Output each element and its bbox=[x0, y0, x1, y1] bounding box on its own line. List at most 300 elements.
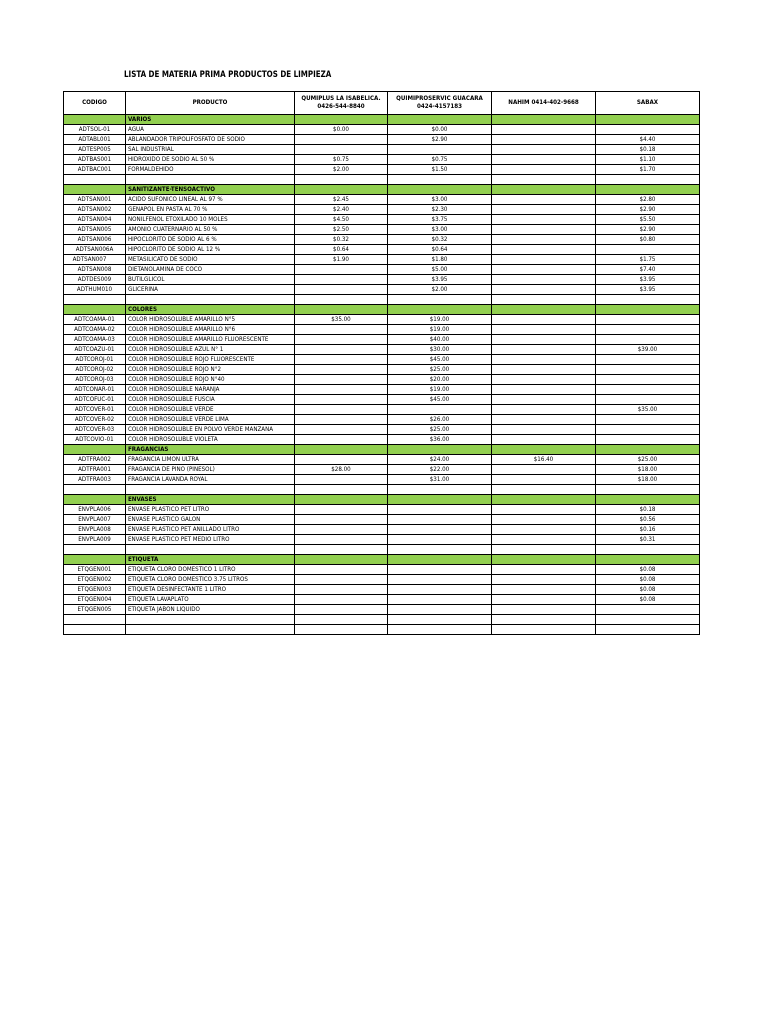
cell-producto[interactable]: COLOR HIDROSOLUBLE AZUL N° 1 bbox=[126, 345, 295, 355]
cell-sabax[interactable]: $35.00 bbox=[596, 405, 700, 415]
cell-quimiproservic[interactable] bbox=[388, 175, 492, 185]
cell-quimiproservic[interactable]: $0.00 bbox=[388, 125, 492, 135]
cell-producto[interactable]: AMONIO CUATERNARIO AL 50 % bbox=[126, 225, 295, 235]
cell-sabax[interactable] bbox=[596, 335, 700, 345]
cell-sabax[interactable]: $0.08 bbox=[596, 595, 700, 605]
cell-nahim[interactable] bbox=[492, 565, 596, 575]
cell-codigo[interactable]: ADTSAN004 bbox=[64, 215, 126, 225]
cell-codigo[interactable] bbox=[64, 555, 126, 565]
cell-sabax[interactable] bbox=[596, 175, 700, 185]
cell-sabax[interactable] bbox=[596, 415, 700, 425]
col-header-qumiplus[interactable] bbox=[295, 92, 388, 115]
cell-codigo[interactable]: ADTCOROJ-01 bbox=[64, 355, 126, 365]
cell-codigo[interactable] bbox=[64, 625, 126, 635]
cell-nahim[interactable] bbox=[492, 415, 596, 425]
cell-sabax[interactable] bbox=[596, 395, 700, 405]
cell-quimiproservic[interactable] bbox=[388, 585, 492, 595]
cell-quimiproservic[interactable] bbox=[388, 565, 492, 575]
cell-nahim[interactable] bbox=[492, 625, 596, 635]
cell-qumiplus[interactable] bbox=[295, 475, 388, 485]
cell-nahim[interactable] bbox=[492, 245, 596, 255]
cell-sabax[interactable]: $0.18 bbox=[596, 505, 700, 515]
cell-quimiproservic[interactable]: $45.00 bbox=[388, 355, 492, 365]
cell-nahim[interactable] bbox=[492, 195, 596, 205]
cell-quimiproservic[interactable]: $30.00 bbox=[388, 345, 492, 355]
cell-codigo[interactable]: ADTBAS001 bbox=[64, 155, 126, 165]
cell-nahim[interactable] bbox=[492, 535, 596, 545]
cell-quimiproservic[interactable] bbox=[388, 185, 492, 195]
cell-quimiproservic[interactable]: $3.75 bbox=[388, 215, 492, 225]
cell-quimiproservic[interactable] bbox=[388, 145, 492, 155]
cell-nahim[interactable] bbox=[492, 385, 596, 395]
cell-sabax[interactable]: $25.00 bbox=[596, 455, 700, 465]
cell-qumiplus[interactable] bbox=[295, 425, 388, 435]
cell-qumiplus[interactable]: $1.90 bbox=[295, 255, 388, 265]
cell-codigo[interactable]: ADTSAN002 bbox=[64, 205, 126, 215]
cell-sabax[interactable]: $0.08 bbox=[596, 565, 700, 575]
cell-sabax[interactable]: $0.16 bbox=[596, 525, 700, 535]
cell-nahim[interactable] bbox=[492, 525, 596, 535]
cell-producto[interactable] bbox=[126, 485, 295, 495]
cell-sabax[interactable] bbox=[596, 605, 700, 615]
cell-producto[interactable]: ETIQUETA DESINFECTANTE 1 LITRO bbox=[126, 585, 295, 595]
cell-sabax[interactable]: $5.50 bbox=[596, 215, 700, 225]
cell-nahim[interactable] bbox=[492, 165, 596, 175]
cell-producto[interactable]: ETIQUETA LAVAPLATO bbox=[126, 595, 295, 605]
cell-qumiplus[interactable] bbox=[295, 565, 388, 575]
cell-codigo[interactable] bbox=[64, 485, 126, 495]
cell-producto[interactable]: ENVASE PLASTICO PET LITRO bbox=[126, 505, 295, 515]
category-label[interactable]: FRAGANCIAS bbox=[126, 445, 295, 455]
cell-qumiplus[interactable] bbox=[295, 185, 388, 195]
cell-nahim[interactable] bbox=[492, 335, 596, 345]
cell-qumiplus[interactable] bbox=[295, 145, 388, 155]
cell-codigo[interactable] bbox=[64, 495, 126, 505]
category-label[interactable]: ETIQUETA bbox=[126, 555, 295, 565]
cell-quimiproservic[interactable] bbox=[388, 115, 492, 125]
cell-qumiplus[interactable]: $2.40 bbox=[295, 205, 388, 215]
cell-qumiplus[interactable] bbox=[295, 595, 388, 605]
cell-sabax[interactable] bbox=[596, 125, 700, 135]
cell-producto[interactable]: COLOR HIDROSOLUBLE NARANJA bbox=[126, 385, 295, 395]
cell-codigo[interactable]: ADTSOL-01 bbox=[64, 125, 126, 135]
cell-quimiproservic[interactable]: $2.30 bbox=[388, 205, 492, 215]
cell-producto[interactable]: HIPOCLORITO DE SODIO AL 12 % bbox=[126, 245, 295, 255]
cell-qumiplus[interactable] bbox=[295, 585, 388, 595]
cell-sabax[interactable] bbox=[596, 325, 700, 335]
cell-producto[interactable]: COLOR HIDROSOLUBLE ROJO N°40 bbox=[126, 375, 295, 385]
cell-qumiplus[interactable] bbox=[295, 335, 388, 345]
cell-sabax[interactable]: $18.00 bbox=[596, 465, 700, 475]
cell-sabax[interactable] bbox=[596, 545, 700, 555]
cell-codigo[interactable]: ADTESP005 bbox=[64, 145, 126, 155]
cell-nahim[interactable] bbox=[492, 615, 596, 625]
cell-producto[interactable]: ENVASE PLASTICO PET MEDIO LITRO bbox=[126, 535, 295, 545]
cell-qumiplus[interactable] bbox=[295, 135, 388, 145]
cell-quimiproservic[interactable] bbox=[388, 485, 492, 495]
cell-producto[interactable]: COLOR HIDROSOLUBLE AMARILLO FLUORESCENTE bbox=[126, 335, 295, 345]
cell-quimiproservic[interactable]: $0.75 bbox=[388, 155, 492, 165]
cell-qumiplus[interactable] bbox=[295, 545, 388, 555]
cell-producto[interactable] bbox=[126, 545, 295, 555]
cell-codigo[interactable]: ADTSAN006A bbox=[64, 245, 126, 255]
cell-qumiplus[interactable] bbox=[295, 355, 388, 365]
cell-quimiproservic[interactable]: $25.00 bbox=[388, 365, 492, 375]
col-header-nahim[interactable]: NAHIM 0414-402-9668 bbox=[492, 92, 596, 115]
cell-codigo[interactable]: ADTFRA003 bbox=[64, 475, 126, 485]
cell-sabax[interactable]: $3.95 bbox=[596, 285, 700, 295]
cell-quimiproservic[interactable] bbox=[388, 445, 492, 455]
cell-sabax[interactable]: $2.90 bbox=[596, 225, 700, 235]
cell-quimiproservic[interactable]: $24.00 bbox=[388, 455, 492, 465]
cell-qumiplus[interactable] bbox=[295, 435, 388, 445]
cell-producto[interactable]: FRAGANCIA LAVANDA ROYAL bbox=[126, 475, 295, 485]
cell-quimiproservic[interactable]: $40.00 bbox=[388, 335, 492, 345]
cell-codigo[interactable]: ADTFRA001 bbox=[64, 465, 126, 475]
cell-qumiplus[interactable]: $2.45 bbox=[295, 195, 388, 205]
cell-qumiplus[interactable] bbox=[295, 455, 388, 465]
cell-qumiplus[interactable] bbox=[295, 395, 388, 405]
cell-quimiproservic[interactable]: $22.00 bbox=[388, 465, 492, 475]
cell-quimiproservic[interactable]: $3.00 bbox=[388, 195, 492, 205]
cell-sabax[interactable] bbox=[596, 445, 700, 455]
cell-qumiplus[interactable] bbox=[295, 265, 388, 275]
cell-producto[interactable]: HIDROXIDO DE SODIO AL 50 % bbox=[126, 155, 295, 165]
cell-nahim[interactable] bbox=[492, 605, 596, 615]
cell-sabax[interactable]: $39.00 bbox=[596, 345, 700, 355]
cell-producto[interactable]: ABLANDADOR TRIPOLIFOSFATO DE SODIO bbox=[126, 135, 295, 145]
cell-producto[interactable] bbox=[126, 615, 295, 625]
cell-producto[interactable]: ENVASE PLASTICO PET ANILLADO LITRO bbox=[126, 525, 295, 535]
cell-sabax[interactable]: $0.31 bbox=[596, 535, 700, 545]
cell-codigo[interactable]: ADTCONAR-01 bbox=[64, 385, 126, 395]
cell-sabax[interactable]: $1.70 bbox=[596, 165, 700, 175]
cell-codigo[interactable]: ETQGEN005 bbox=[64, 605, 126, 615]
cell-qumiplus[interactable] bbox=[295, 515, 388, 525]
cell-nahim[interactable]: $16.40 bbox=[492, 455, 596, 465]
cell-nahim[interactable] bbox=[492, 365, 596, 375]
cell-qumiplus[interactable]: $0.64 bbox=[295, 245, 388, 255]
cell-sabax[interactable]: $1.75 bbox=[596, 255, 700, 265]
cell-producto[interactable]: COLOR HIDROSOLUBLE VIOLETA bbox=[126, 435, 295, 445]
cell-codigo[interactable]: ENVPLA008 bbox=[64, 525, 126, 535]
cell-codigo[interactable] bbox=[64, 295, 126, 305]
cell-sabax[interactable] bbox=[596, 305, 700, 315]
col-header-producto[interactable]: PRODUCTO bbox=[126, 92, 295, 115]
cell-quimiproservic[interactable]: $3.95 bbox=[388, 275, 492, 285]
cell-sabax[interactable] bbox=[596, 385, 700, 395]
cell-qumiplus[interactable]: $4.50 bbox=[295, 215, 388, 225]
cell-codigo[interactable]: ADTDES009 bbox=[64, 275, 126, 285]
cell-producto[interactable]: DIETANOLAMINA DE COCO bbox=[126, 265, 295, 275]
cell-nahim[interactable] bbox=[492, 295, 596, 305]
cell-quimiproservic[interactable] bbox=[388, 545, 492, 555]
cell-qumiplus[interactable] bbox=[295, 625, 388, 635]
cell-quimiproservic[interactable] bbox=[388, 555, 492, 565]
col-header-quimiproservic[interactable] bbox=[388, 92, 492, 115]
cell-quimiproservic[interactable]: $3.00 bbox=[388, 225, 492, 235]
cell-codigo[interactable]: ADTCOROJ-03 bbox=[64, 375, 126, 385]
cell-sabax[interactable]: $0.08 bbox=[596, 585, 700, 595]
cell-codigo[interactable]: ADTCOAMA-02 bbox=[64, 325, 126, 335]
cell-nahim[interactable] bbox=[492, 485, 596, 495]
cell-codigo[interactable]: ETQGEN001 bbox=[64, 565, 126, 575]
cell-sabax[interactable] bbox=[596, 185, 700, 195]
cell-producto[interactable]: COLOR HIDROSOLUBLE AMARILLO N°6 bbox=[126, 325, 295, 335]
cell-producto[interactable]: SAL INDUSTRIAL bbox=[126, 145, 295, 155]
cell-nahim[interactable] bbox=[492, 175, 596, 185]
cell-producto[interactable]: COLOR HIDROSOLUBLE ROJO FLUORESCENTE bbox=[126, 355, 295, 365]
cell-codigo[interactable]: ENVPLA009 bbox=[64, 535, 126, 545]
cell-codigo[interactable]: ETQGEN002 bbox=[64, 575, 126, 585]
cell-sabax[interactable]: $0.18 bbox=[596, 145, 700, 155]
cell-quimiproservic[interactable] bbox=[388, 605, 492, 615]
cell-codigo[interactable]: ADTBAC001 bbox=[64, 165, 126, 175]
cell-qumiplus[interactable] bbox=[295, 375, 388, 385]
cell-sabax[interactable]: $0.08 bbox=[596, 575, 700, 585]
cell-nahim[interactable] bbox=[492, 395, 596, 405]
cell-sabax[interactable] bbox=[596, 425, 700, 435]
cell-sabax[interactable] bbox=[596, 485, 700, 495]
cell-codigo[interactable]: ADTHUM010 bbox=[64, 285, 126, 295]
cell-codigo[interactable]: ADTCOVER-01 bbox=[64, 405, 126, 415]
cell-sabax[interactable]: $0.56 bbox=[596, 515, 700, 525]
cell-qumiplus[interactable] bbox=[295, 325, 388, 335]
cell-codigo[interactable]: ETQGEN003 bbox=[64, 585, 126, 595]
cell-codigo[interactable] bbox=[64, 115, 126, 125]
cell-quimiproservic[interactable] bbox=[388, 515, 492, 525]
cell-sabax[interactable]: $2.90 bbox=[596, 205, 700, 215]
cell-quimiproservic[interactable]: $19.00 bbox=[388, 385, 492, 395]
cell-nahim[interactable] bbox=[492, 375, 596, 385]
cell-nahim[interactable] bbox=[492, 355, 596, 365]
cell-nahim[interactable] bbox=[492, 595, 596, 605]
cell-producto[interactable]: COLOR HIDROSOLUBLE VERDE bbox=[126, 405, 295, 415]
cell-producto[interactable]: COLOR HIDROSOLUBLE FUSCIA bbox=[126, 395, 295, 405]
cell-qumiplus[interactable] bbox=[295, 495, 388, 505]
cell-codigo[interactable]: ADTABL001 bbox=[64, 135, 126, 145]
cell-nahim[interactable] bbox=[492, 345, 596, 355]
cell-quimiproservic[interactable] bbox=[388, 305, 492, 315]
cell-codigo[interactable]: ETQGEN004 bbox=[64, 595, 126, 605]
cell-nahim[interactable] bbox=[492, 435, 596, 445]
cell-qumiplus[interactable] bbox=[295, 615, 388, 625]
cell-qumiplus[interactable]: $35.00 bbox=[295, 315, 388, 325]
cell-qumiplus[interactable]: $28.00 bbox=[295, 465, 388, 475]
cell-codigo[interactable] bbox=[64, 615, 126, 625]
cell-codigo[interactable]: ENVPLA006 bbox=[64, 505, 126, 515]
cell-nahim[interactable] bbox=[492, 545, 596, 555]
cell-qumiplus[interactable] bbox=[295, 295, 388, 305]
cell-codigo[interactable]: ADTFRA002 bbox=[64, 455, 126, 465]
cell-producto[interactable]: GLICERINA bbox=[126, 285, 295, 295]
cell-sabax[interactable] bbox=[596, 245, 700, 255]
cell-codigo[interactable]: ADTCOAMA-03 bbox=[64, 335, 126, 345]
cell-producto[interactable]: HIPOCLORITO DE SODIO AL 6 % bbox=[126, 235, 295, 245]
cell-codigo[interactable]: ADTCOVER-02 bbox=[64, 415, 126, 425]
cell-nahim[interactable] bbox=[492, 275, 596, 285]
cell-quimiproservic[interactable]: $5.00 bbox=[388, 265, 492, 275]
cell-nahim[interactable] bbox=[492, 185, 596, 195]
cell-quimiproservic[interactable]: $2.00 bbox=[388, 285, 492, 295]
cell-producto[interactable]: ETIQUETA CLORO DOMESTICO 3.75 LITROS bbox=[126, 575, 295, 585]
cell-sabax[interactable]: $18.00 bbox=[596, 475, 700, 485]
cell-qumiplus[interactable] bbox=[295, 405, 388, 415]
cell-quimiproservic[interactable]: $45.00 bbox=[388, 395, 492, 405]
cell-sabax[interactable]: $3.95 bbox=[596, 275, 700, 285]
cell-codigo[interactable] bbox=[64, 305, 126, 315]
cell-codigo[interactable] bbox=[64, 255, 126, 265]
cell-producto[interactable]: ACIDO SUFONICO LINEAL AL 97 % bbox=[126, 195, 295, 205]
cell-sabax[interactable] bbox=[596, 625, 700, 635]
cell-sabax[interactable]: $0.80 bbox=[596, 235, 700, 245]
cell-codigo[interactable] bbox=[64, 545, 126, 555]
cell-qumiplus[interactable] bbox=[295, 305, 388, 315]
cell-producto[interactable]: BUTILGLICOL bbox=[126, 275, 295, 285]
cell-nahim[interactable] bbox=[492, 585, 596, 595]
cell-producto[interactable]: ETIQUETA JABON LIQUIDO bbox=[126, 605, 295, 615]
category-label[interactable]: ENVASES bbox=[126, 495, 295, 505]
cell-qumiplus[interactable] bbox=[295, 175, 388, 185]
cell-quimiproservic[interactable] bbox=[388, 505, 492, 515]
cell-nahim[interactable] bbox=[492, 315, 596, 325]
cell-nahim[interactable] bbox=[492, 495, 596, 505]
cell-nahim[interactable] bbox=[492, 425, 596, 435]
cell-nahim[interactable] bbox=[492, 265, 596, 275]
cell-nahim[interactable] bbox=[492, 515, 596, 525]
cell-qumiplus[interactable]: $0.75 bbox=[295, 155, 388, 165]
cell-sabax[interactable] bbox=[596, 495, 700, 505]
cell-producto[interactable]: COLOR HIDROSOLUBLE ROJO N°2 bbox=[126, 365, 295, 375]
cell-quimiproservic[interactable]: $19.00 bbox=[388, 325, 492, 335]
cell-producto[interactable]: GENAPOL EN PASTA AL 70 % bbox=[126, 205, 295, 215]
cell-qumiplus[interactable] bbox=[295, 535, 388, 545]
cell-sabax[interactable] bbox=[596, 355, 700, 365]
cell-nahim[interactable] bbox=[492, 325, 596, 335]
cell-codigo[interactable]: ADTCOAMA-01 bbox=[64, 315, 126, 325]
cell-qumiplus[interactable] bbox=[295, 555, 388, 565]
cell-qumiplus[interactable] bbox=[295, 345, 388, 355]
cell-quimiproservic[interactable]: $25.00 bbox=[388, 425, 492, 435]
cell-qumiplus[interactable]: $0.00 bbox=[295, 125, 388, 135]
cell-qumiplus[interactable] bbox=[295, 115, 388, 125]
cell-producto[interactable]: ENVASE PLASTICO GALON bbox=[126, 515, 295, 525]
cell-qumiplus[interactable] bbox=[295, 285, 388, 295]
cell-producto[interactable] bbox=[126, 625, 295, 635]
cell-quimiproservic[interactable] bbox=[388, 495, 492, 505]
cell-producto[interactable]: ETIQUETA CLORO DOMESTICO 1 LITRO bbox=[126, 565, 295, 575]
cell-qumiplus[interactable]: $0.32 bbox=[295, 235, 388, 245]
category-label[interactable]: VARIOS bbox=[126, 115, 295, 125]
cell-qumiplus[interactable] bbox=[295, 275, 388, 285]
cell-producto[interactable]: COLOR HIDROSOLUBLE EN POLVO VERDE MANZANA bbox=[126, 425, 295, 435]
cell-quimiproservic[interactable] bbox=[388, 595, 492, 605]
cell-quimiproservic[interactable] bbox=[388, 625, 492, 635]
cell-codigo[interactable]: ADTCOROJ-02 bbox=[64, 365, 126, 375]
cell-qumiplus[interactable] bbox=[295, 485, 388, 495]
cell-quimiproservic[interactable]: $31.00 bbox=[388, 475, 492, 485]
cell-quimiproservic[interactable]: $0.32 bbox=[388, 235, 492, 245]
cell-nahim[interactable] bbox=[492, 575, 596, 585]
cell-qumiplus[interactable]: $2.00 bbox=[295, 165, 388, 175]
cell-quimiproservic[interactable] bbox=[388, 525, 492, 535]
cell-nahim[interactable] bbox=[492, 285, 596, 295]
cell-quimiproservic[interactable]: $26.00 bbox=[388, 415, 492, 425]
cell-qumiplus[interactable] bbox=[295, 415, 388, 425]
cell-quimiproservic[interactable] bbox=[388, 575, 492, 585]
cell-sabax[interactable]: $7.40 bbox=[596, 265, 700, 275]
cell-producto[interactable]: AGUA bbox=[126, 125, 295, 135]
cell-producto[interactable]: NONILFENOL ETOXILADO 10 MOLES bbox=[126, 215, 295, 225]
cell-codigo[interactable]: ADTSAN001 bbox=[64, 195, 126, 205]
cell-qumiplus[interactable] bbox=[295, 605, 388, 615]
cell-qumiplus[interactable] bbox=[295, 445, 388, 455]
cell-codigo[interactable] bbox=[64, 175, 126, 185]
cell-qumiplus[interactable] bbox=[295, 525, 388, 535]
cell-qumiplus[interactable] bbox=[295, 385, 388, 395]
cell-quimiproservic[interactable] bbox=[388, 615, 492, 625]
cell-sabax[interactable] bbox=[596, 615, 700, 625]
cell-quimiproservic[interactable]: $19.00 bbox=[388, 315, 492, 325]
cell-quimiproservic[interactable]: $0.64 bbox=[388, 245, 492, 255]
cell-codigo[interactable] bbox=[64, 445, 126, 455]
cell-codigo[interactable]: ADTSAN008 bbox=[64, 265, 126, 275]
cell-producto[interactable]: FORMALDEHIDO bbox=[126, 165, 295, 175]
category-label[interactable]: SANITIZANTE-TENSOACTIVO bbox=[126, 185, 295, 195]
cell-nahim[interactable] bbox=[492, 115, 596, 125]
cell-quimiproservic[interactable]: $20.00 bbox=[388, 375, 492, 385]
cell-codigo[interactable]: ADTCOAZU-01 bbox=[64, 345, 126, 355]
cell-sabax[interactable]: $4.40 bbox=[596, 135, 700, 145]
cell-nahim[interactable] bbox=[492, 155, 596, 165]
cell-sabax[interactable] bbox=[596, 115, 700, 125]
col-header-codigo[interactable]: CODIGO bbox=[64, 92, 126, 115]
cell-codigo[interactable]: ENVPLA007 bbox=[64, 515, 126, 525]
cell-producto[interactable]: COLOR HIDROSOLUBLE VERDE LIMA bbox=[126, 415, 295, 425]
cell-nahim[interactable] bbox=[492, 305, 596, 315]
cell-nahim[interactable] bbox=[492, 255, 596, 265]
cell-sabax[interactable] bbox=[596, 435, 700, 445]
cell-sabax[interactable] bbox=[596, 375, 700, 385]
cell-sabax[interactable] bbox=[596, 365, 700, 375]
cell-sabax[interactable] bbox=[596, 555, 700, 565]
cell-nahim[interactable] bbox=[492, 145, 596, 155]
cell-sabax[interactable]: $2.80 bbox=[596, 195, 700, 205]
cell-producto[interactable] bbox=[126, 295, 295, 305]
cell-nahim[interactable] bbox=[492, 555, 596, 565]
cell-qumiplus[interactable] bbox=[295, 365, 388, 375]
cell-nahim[interactable] bbox=[492, 205, 596, 215]
cell-nahim[interactable] bbox=[492, 235, 596, 245]
cell-sabax[interactable] bbox=[596, 295, 700, 305]
cell-quimiproservic[interactable] bbox=[388, 295, 492, 305]
cell-quimiproservic[interactable]: $36.00 bbox=[388, 435, 492, 445]
cell-nahim[interactable] bbox=[492, 135, 596, 145]
cell-codigo[interactable]: ADTSAN006 bbox=[64, 235, 126, 245]
cell-quimiproservic[interactable] bbox=[388, 405, 492, 415]
cell-quimiproservic[interactable]: $2.90 bbox=[388, 135, 492, 145]
cell-qumiplus[interactable] bbox=[295, 505, 388, 515]
cell-codigo[interactable]: ADTSAN005 bbox=[64, 225, 126, 235]
cell-nahim[interactable] bbox=[492, 445, 596, 455]
cell-nahim[interactable] bbox=[492, 405, 596, 415]
cell-producto[interactable]: METASILICATO DE SODIO bbox=[126, 255, 295, 265]
cell-nahim[interactable] bbox=[492, 225, 596, 235]
cell-qumiplus[interactable] bbox=[295, 575, 388, 585]
cell-sabax[interactable] bbox=[596, 315, 700, 325]
cell-nahim[interactable] bbox=[492, 465, 596, 475]
cell-sabax[interactable]: $1.10 bbox=[596, 155, 700, 165]
